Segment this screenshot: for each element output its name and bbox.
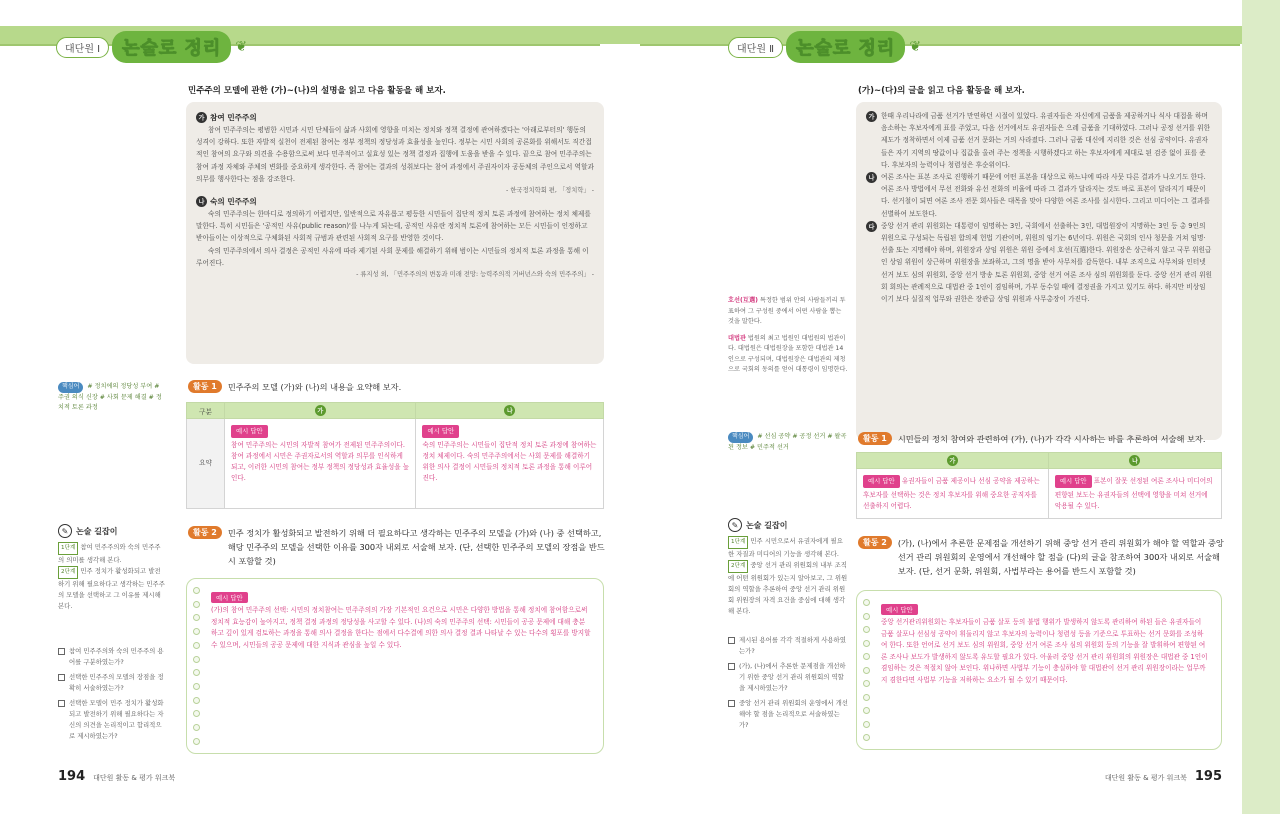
summary-table <box>186 402 604 509</box>
checklist-item[interactable]: 제시된 용어를 각각 적절하게 사용하였는가? <box>728 635 848 657</box>
activity-2-prompt: 민주 정치가 활성화되고 발전하기 위해 더 필요하다고 생각하는 민주주의 모델을 (가)와 (나) 중 선택하고, 해당 민주주의 모델을 선택한 이유를 300자 내외로 서술해 보자. (단, 선택한 민주주의 모델의 장점을 반드시 포함할 것) <box>227 528 605 566</box>
guide-step-1: 1단계 참여 민주주의와 숙의 민주주의 의미를 생각해 본다. <box>58 543 161 564</box>
section-title: 논술로 정리 <box>112 31 231 63</box>
answer-b-text: 표본이 잘못 선정된 여론 조사나 미디어의 편향된 보도는 유권자들의 선택에 영향을 미쳐 선거에 악용될 수 있다. <box>1054 477 1213 510</box>
passage-b-text: 여론 조사는 표본 조사로 진행하기 때문에 어떤 표본을 대상으로 하느냐에 따라 사뭇 다른 결과가 나오기도 한다. 여론 조사 방법에서 무선 전화와 유선 전화의 비율에 따라 그 결과가 달라지는 것도 바로 표본이 달라지기 때문이다. 선거철이 되면 여론 조사 전문 회사들은 대목을 맞아 다양한 여론 조사를 실시한다. 그리고 미디어는 그 결과를 선별하여 보도한다. <box>881 173 1210 218</box>
answer-box[interactable] <box>856 590 1222 750</box>
compass-icon: ✎ <box>58 524 72 538</box>
answer-box[interactable] <box>186 578 604 754</box>
marker-b-icon: 나 <box>196 196 207 207</box>
passage-b-source: - 류지성 외, 「민주주의의 변동과 미래 전망: 능력주의적 거버넌스와 숙의 민주주의」 - <box>356 271 594 279</box>
checklist-item[interactable]: (가), (나)에서 추론한 문제점을 개선하기 위한 중앙 선거 관리 위원회의 역할을 제시하였는가? <box>728 661 848 694</box>
col-b-header <box>1048 453 1221 469</box>
section-badge <box>728 28 921 66</box>
page-number: 194 <box>58 769 86 784</box>
table-row <box>857 469 1222 519</box>
checklist-item[interactable]: 선택한 민주주의 모델의 장점을 정확히 서술하였는가? <box>58 672 166 694</box>
passage-c <box>866 220 1212 305</box>
source-passages <box>856 102 1222 440</box>
keyword-note: 핵심어 # 선심 공약 # 공정 선거 # 왈곡된 정보 # 민주적 선거 <box>728 433 847 451</box>
marker-b-icon: 나 <box>866 172 877 183</box>
activity-2-number: 활동 2 <box>858 536 892 549</box>
writing-guide <box>58 524 166 742</box>
checklist-item[interactable]: 참여 민주주의와 숙의 민주주의 용어를 구분하였는가? <box>58 646 166 668</box>
answer-b-cell <box>416 419 604 509</box>
passage-a-heading: 가 참여 민주주의 <box>196 112 594 123</box>
col-a-header <box>857 453 1049 469</box>
answer-a-cell <box>857 469 1049 519</box>
section-badge <box>56 28 247 66</box>
activity-1-number: 활동 1 <box>858 432 892 445</box>
checkbox[interactable] <box>728 663 735 670</box>
marker-a-icon: 가 <box>315 405 326 416</box>
example-answer-text: (가)의 참여 민주주의 선택: 시민의 정치참여는 민주주의의 가장 기본적인 요건으로 시민은 다양한 방법을 통해 정치에 참여함으로써 정치적 효능감이 높아지고, 정책 결정 과정의 정당성을 사고할 수 있다. (나)의 숙의 민주주의 선택: 시민들이 공공 문제에 대해 충분하고 깊이 있게 검토하는 과정을 통해 의사 결정을 한다는 점에서 다수결에 의한 의사 결정 결과 나타날 수 있는 다수의 횡포를 방지할 수 있으며, 시민들의 공공 문제에 대한 지식과 관심을 높일 수 있다. <box>211 606 591 649</box>
activity-1-prompt: 민주주의 모델 (가)와 (나)의 내용을 요약해 보자. <box>227 382 402 392</box>
keyword-tag: 핵심어 <box>728 432 753 443</box>
activity-2 <box>858 536 1224 578</box>
page-edge-strip <box>1242 0 1280 814</box>
col-label: 구분 <box>187 403 225 419</box>
activity-1 <box>858 432 1224 446</box>
activity-2-number: 활동 2 <box>188 526 222 539</box>
page-number: 195 <box>1194 769 1222 784</box>
example-answer-label: 예시 답안 <box>422 425 459 438</box>
answer-a-cell <box>225 419 416 509</box>
passage-a-text: 참여 민주주의는 평범한 시민과 시민 단체들이 삶과 사회에 영향을 미치는 정치와 정책 결정에 관여하겠다는 '아래로부터의' 행동의 성격이 강하다. 또한 자발적 실천이 전제된 참여는 정부 정책의 정당성과 효율성을 높인다. 정부는 시민 사회의 공론화를 위해서도 직간접적인 참여의 요구와 의견을 수용함으로써 보다 민주적이고 실효성 있는 정책 결정과 집행에 도움을 받을 수 있다. 끝으로 참여 민주주의는 참여 과정 자체와 주체의 변화를 중요하게 생각한다. 즉 참여는 결과의 성취보다는 참여 과정에서 주권자이자 공동체의 주인으로서 역할과 의무를 행사한다는 점을 강조한다. <box>196 126 594 183</box>
marker-b-icon: 나 <box>504 405 515 416</box>
checkbox[interactable] <box>58 648 65 655</box>
example-answer-label: 예시 답안 <box>863 475 900 488</box>
compass-icon: ✎ <box>728 518 742 532</box>
writing-guide <box>728 518 848 731</box>
checklist-item[interactable]: 선택한 모델이 민주 정치가 활성화되고 발전하기 위해 필요하다는 자신의 의견을 논리적이고 합리적으로 제시하였는가? <box>58 698 166 742</box>
marker-b-icon: 나 <box>1129 455 1140 466</box>
question-stem: 민주주의 모델에 관한 (가)~(나)의 설명을 읽고 다음 활동을 해 보자. <box>188 86 446 96</box>
binder-dots <box>863 599 871 741</box>
activity-1-prompt: 시민들의 정치 참여와 관련하여 (가), (나)가 각각 시사하는 바를 추론하여 서술해 보자. <box>897 434 1206 444</box>
col-a-header <box>225 403 416 419</box>
marker-a-icon: 가 <box>866 111 877 122</box>
marker-a-icon: 가 <box>947 455 958 466</box>
checkbox[interactable] <box>728 637 735 644</box>
example-answer-label: 예시 답안 <box>881 604 918 615</box>
guide-title: ✎ 논술 길잡이 <box>58 524 166 538</box>
passage-a-source: - 한국정치학회 편, 「정치학」 - <box>506 187 594 195</box>
passage-b-text-1: 숙의 민주주의는 한마디로 정의하기 어렵지만, 일반적으로 자유롭고 평등한 시민들이 집단적 정치 토론 과정에 참여하는 정치 체제를 말한다. 특히 시민들은 '공적인 사유(public reason)'를 나누게 되는데, 공적인 사유란 정치적 토론에 참여하는 모든 시민들이 인정하고 받아들이는 이상적으로 구체화된 사회적 규범과 관련된 사회적 요구를 반영한 것이다. <box>196 210 591 243</box>
source-passages <box>186 102 604 364</box>
example-answer-label: 예시 답안 <box>231 425 268 438</box>
answer-a-text: 유권자들이 금품 제공이나 선심 공약을 제공하는 후보자를 선택하는 것은 정치 후보자를 위해 중요한 공직자를 선출하지 어렵다. <box>863 477 1040 510</box>
passage-a-text: 한때 우리나라에 금품 선거가 만연하던 시절이 있었다. 유권자들은 자신에게 금품을 제공하거나 식사 대접을 하며 음소하는 후보자에게 표를 주었고, 다음 선거에서도 유권자들은 으레 금품을 기대하였다. 그러나 공정 선거를 위한 제도가 정착하면서 이제 금품 선거 문화는 거의 사라졌다. 그러나 금품 대신에 지리한 것은 선심 공약이다. 유권자들은 자기 지역의 땅값이나 집값을 올려 주는 정책을 시행하겠다고 하는 후보자에게 제대로 된 검증 없이 표를 준다. 후보자의 능력이나 청렴성은 후순위이다. <box>881 112 1211 169</box>
row-label: 요약 <box>187 419 225 509</box>
passage-c-text: 중앙 선거 관리 위원회는 대통령이 임명하는 3인, 국회에서 선출하는 3인, 대법원장이 지명하는 3인 등 총 9인의 위원으로 구성되는 독립된 합의제 헌법 기관이며, 위원의 임기는 6년이다. 위원은 국회의 인사 청문을 거쳐 임명·선출 또는 지명해야 하며, 위원장과 상임 위원은 위원 중에서 호선(互選)한다. 위원장은 상근하지 않고 국무 위원급인 상임 위원이 상근하며 위원장을 보좌하고, 그의 명을 받아 사무처를 감독한다. 내부 조직으로 사무처와 인터넷 선거 보도 심의 위원회, 중앙 선거 방송 토론 위원회, 중앙 선거 여론 조사 심의 위원회를 둔다. 중앙 선거 관리 위원회 회의는 관례적으로 대법관 중 1인이 겸임하며, 가부 동수일 때에 결정권을 가지고 있기도 하다. 하지만 비상임이기 보다 실질적 업무와 권한은 장관급 상임 위원과 사무총장이 가진다. <box>881 221 1213 304</box>
table-row <box>187 419 604 509</box>
keyword-note: 핵심어 # 정치에의 정당성 부여 # 주권 의식 신장 # 사회 문제 해결 # 정치적 토론 과정 <box>58 383 162 411</box>
table-header-row <box>857 453 1222 469</box>
col-b-header <box>416 403 604 419</box>
checkbox[interactable] <box>728 700 735 707</box>
page-footer <box>58 769 175 784</box>
example-answer-label: 예시 답안 <box>211 592 248 603</box>
table-header-row <box>187 403 604 419</box>
marker-a-icon: 가 <box>196 112 207 123</box>
glossary-notes <box>728 296 848 376</box>
guide-title: ✎ 논술 길잡이 <box>728 518 848 532</box>
checklist-item[interactable]: 중앙 선거 관리 위원회의 운영에서 개선해야 할 점을 논리적으로 서술하였는가? <box>728 698 848 731</box>
answer-a-text: 참여 민주주의는 시민의 자발적 참여가 전제된 민주주의이다. 참여 과정에서 시민은 주권자로서의 역할과 의무를 인식하게 되고, 이러한 시민의 참여는 정부 정책의 정당성과 효율성을 높인다. <box>231 441 410 482</box>
passage-b-text-2: 숙의 민주주의에서 의사 결정은 공적인 사유에 따라 제기된 사회 문제를 해결하기 위해 범이는 시민들의 정치적 토론 과정을 통해 이루어진다. <box>196 246 589 267</box>
passage-b <box>866 171 1212 220</box>
binder-dots <box>193 587 201 745</box>
passage-b-heading: 나 숙의 민주주의 <box>196 196 594 207</box>
keyword-tag: 핵심어 <box>58 382 83 393</box>
marker-c-icon: 다 <box>866 221 877 232</box>
glossary-item: 호선(互選) 특정한 범위 안의 사람들끼리 투표하여 그 구성원 중에서 어떤 사람을 뽑는 것을 말한다. <box>728 297 846 325</box>
answer-b-text: 숙의 민주주의는 시민들이 집단적 정치 토론 과정에 참여하는 정치 체제이다. 숙의 민주주의에서는 사회 문제를 해결하기 위한 의사 결정이 시민들의 정치적 토론 과정을 통해 이루어진다. <box>422 441 597 482</box>
passage-a <box>866 110 1212 171</box>
page-footer <box>1105 769 1222 784</box>
activity-1-number: 활동 1 <box>188 380 222 393</box>
checkbox[interactable] <box>58 674 65 681</box>
example-answer-text: 중앙 선거관리위원회는 후보자들이 금품 살포 등의 불법 행위가 발생하지 않도록 관리하여 하된 들은 유권자들이 금품 살포나 선심성 공약이 휘둘리지 않고 후보자의 능력이나 청렴성 등을 기준으로 투표하는 선거 문화를 조성하여 한다. 또한 언어로 선거 보도 심의 위원회, 중앙 선거 여론 조사 심의 위원회 등의 기능을 잘 발휘하여 편향된 여론 조사나 보도가 발생하지 않도록 유도할 필요가 있다. 아울러 중앙 선거 관리 위원회의 위원장은 대법관 중 1인이 겸임하는 것은 적절치 않아 보인다. 위나하면 사법부 기능이 충실하야 할 대법관이 선거 관리 위원장이라는 업무까지 겸한다면 사법부 기능을 저하하는 요소가 될 수 있기 때문이다. <box>881 618 1208 684</box>
example-answer-label: 예시 답안 <box>1055 475 1092 488</box>
activity-2-prompt: (가), (나)에서 추론한 문제점을 개선하기 위해 중앙 선거 관리 위원회가 해야 할 역할과 중앙 선거 관리 위원회의 운영에서 개선해야 할 점을 (다)의 글을 참조하여 300자 내외로 서술해 보자. (단, 선거 문화, 위원회, 사법부라는 용어를 반드시 포함할 것) <box>897 538 1224 576</box>
unit-label: 대단원 Ⅱ <box>728 37 783 58</box>
activity-1 <box>188 380 608 394</box>
activity-2 <box>188 526 608 568</box>
leaf-icon: ❦ <box>909 39 922 55</box>
unit-label: 대단원 Ⅰ <box>56 37 109 58</box>
footer-title: 대단원 활동 & 평가 워크북 <box>1104 774 1187 782</box>
question-stem: (가)~(다)의 글을 읽고 다음 활동을 해 보자. <box>858 86 1025 96</box>
checkbox[interactable] <box>58 700 65 707</box>
guide-step-2: 2단계 민주 정치가 활성화되고 발전하기 위해 필요하다고 생각하는 민주주의 모델을 선택하고 그 이유를 제시해 본다. <box>58 567 165 610</box>
summary-table <box>856 452 1222 519</box>
leaf-icon: ❦ <box>235 39 248 55</box>
section-title: 논술로 정리 <box>786 31 905 63</box>
footer-title: 대단원 활동 & 평가 워크북 <box>93 774 176 782</box>
guide-step-2: 2단계 중앙 선거 관리 위원회의 내부 조직에 어떤 위원회가 있는지 알아보고, 그 위원회의 역할을 추론하여 중앙 선거 관리 위원회 위원장의 자격 요건을 중심에 대해 생각해 본다. <box>728 561 848 615</box>
answer-b-cell <box>1048 469 1221 519</box>
right-page <box>640 0 1280 814</box>
glossary-item: 대법관 법원의 최고 법원인 대법원의 법관이다. 대법원은 대법원장을 포함한 대법관 14인으로 구성되며, 대법원장은 대법관의 제청으로 국회의 동의를 얻어 대통령이 임명한다. <box>728 334 848 373</box>
guide-step-1: 1단계 민주 시민으로서 유권자에게 필요한 자질과 미디어의 기능을 생각해 본다. <box>728 537 843 558</box>
